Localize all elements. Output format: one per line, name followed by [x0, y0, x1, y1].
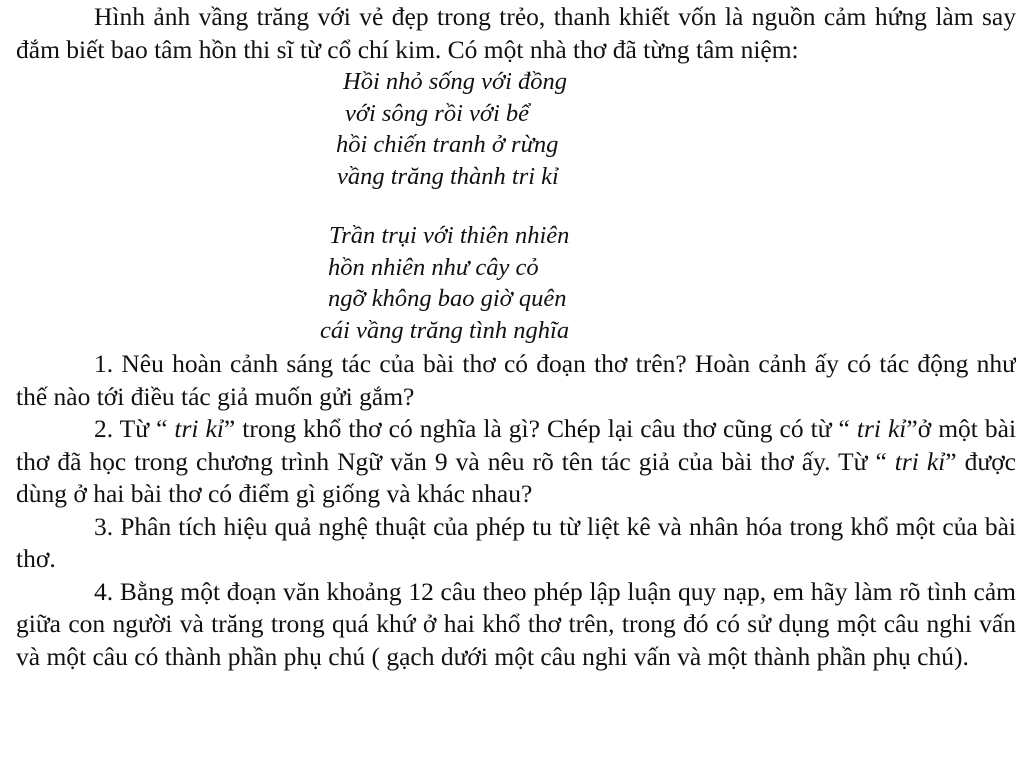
question-2-text: ” được dùng ở hai bài thơ có điểm gì giống và khác nhau? [16, 446, 1016, 508]
poem-stanza-1 [16, 66, 1016, 192]
question-3: 3. Phân tích hiệu quả nghệ thuật của phép tu từ liệt kê và nhân hóa trong khổ một của bài thơ. [16, 511, 1016, 573]
poem-line: vầng trăng thành tri kỉ [337, 162, 559, 190]
question-2-text: ”ở một bài thơ đã học trong chương trình Ngữ văn 9 và nêu rõ tên tác giả của bài thơ ấy. Từ “ [16, 414, 1016, 476]
term-tri-ki: tri kỉ [856, 414, 907, 443]
poem-line: hồn nhiên như cây cỏ [328, 253, 539, 281]
poem-line: ngỡ không bao giờ quên [328, 285, 567, 312]
question-4: 4. Bằng một đoạn văn khoảng 12 câu theo phép lập luận quy nạp, em hãy làm rõ tình cảm giữa con người và trăng trong quá khứ ở hai khổ thơ trên, trong đó có sử dụng một câu nghi vấn và một câu có thành phần phụ chú ( gạch dưới một câu nghi vấn và một thành phần phụ chú). [16, 576, 1016, 671]
poem-stanza-2 [16, 220, 1016, 346]
term-tri-ki: tri kỉ [894, 446, 946, 476]
poem-line: hồi chiến tranh ở rừng [336, 131, 559, 158]
poem-line: cái vầng trăng tình nghĩa [320, 316, 570, 344]
poem-block [16, 66, 1016, 346]
document-page [16, 0, 1016, 758]
question-2-text: ” trong khổ thơ có nghĩa là gì? Chép lại câu thơ cũng có từ “ [223, 414, 857, 443]
poem-line: Hồi nhỏ sống với đồng [343, 68, 568, 95]
poem-line: Trần trụi với thiên nhiên [329, 222, 570, 249]
question-1: 1. Nêu hoàn cảnh sáng tác của bài thơ có đoạn thơ trên? Hoàn cảnh ấy có tác động như thế nào tới điều tác giả muốn gửi gắm? [16, 349, 1016, 411]
intro-paragraph: Hình ảnh vầng trăng với vẻ đẹp trong trẻo, thanh khiết vốn là nguồn cảm hứng làm say đắm biết bao tâm hồn thi sĩ từ cổ chí kim. Có một nhà thơ đã từng tâm niệm: [16, 2, 1016, 64]
question-2-text: 2. Từ “ [94, 414, 175, 443]
term-tri-ki: tri kỉ [174, 414, 224, 443]
stanza-spacer [16, 192, 1016, 220]
poem-line: với sông rồi với bể [345, 99, 530, 127]
question-2 [16, 413, 1016, 511]
